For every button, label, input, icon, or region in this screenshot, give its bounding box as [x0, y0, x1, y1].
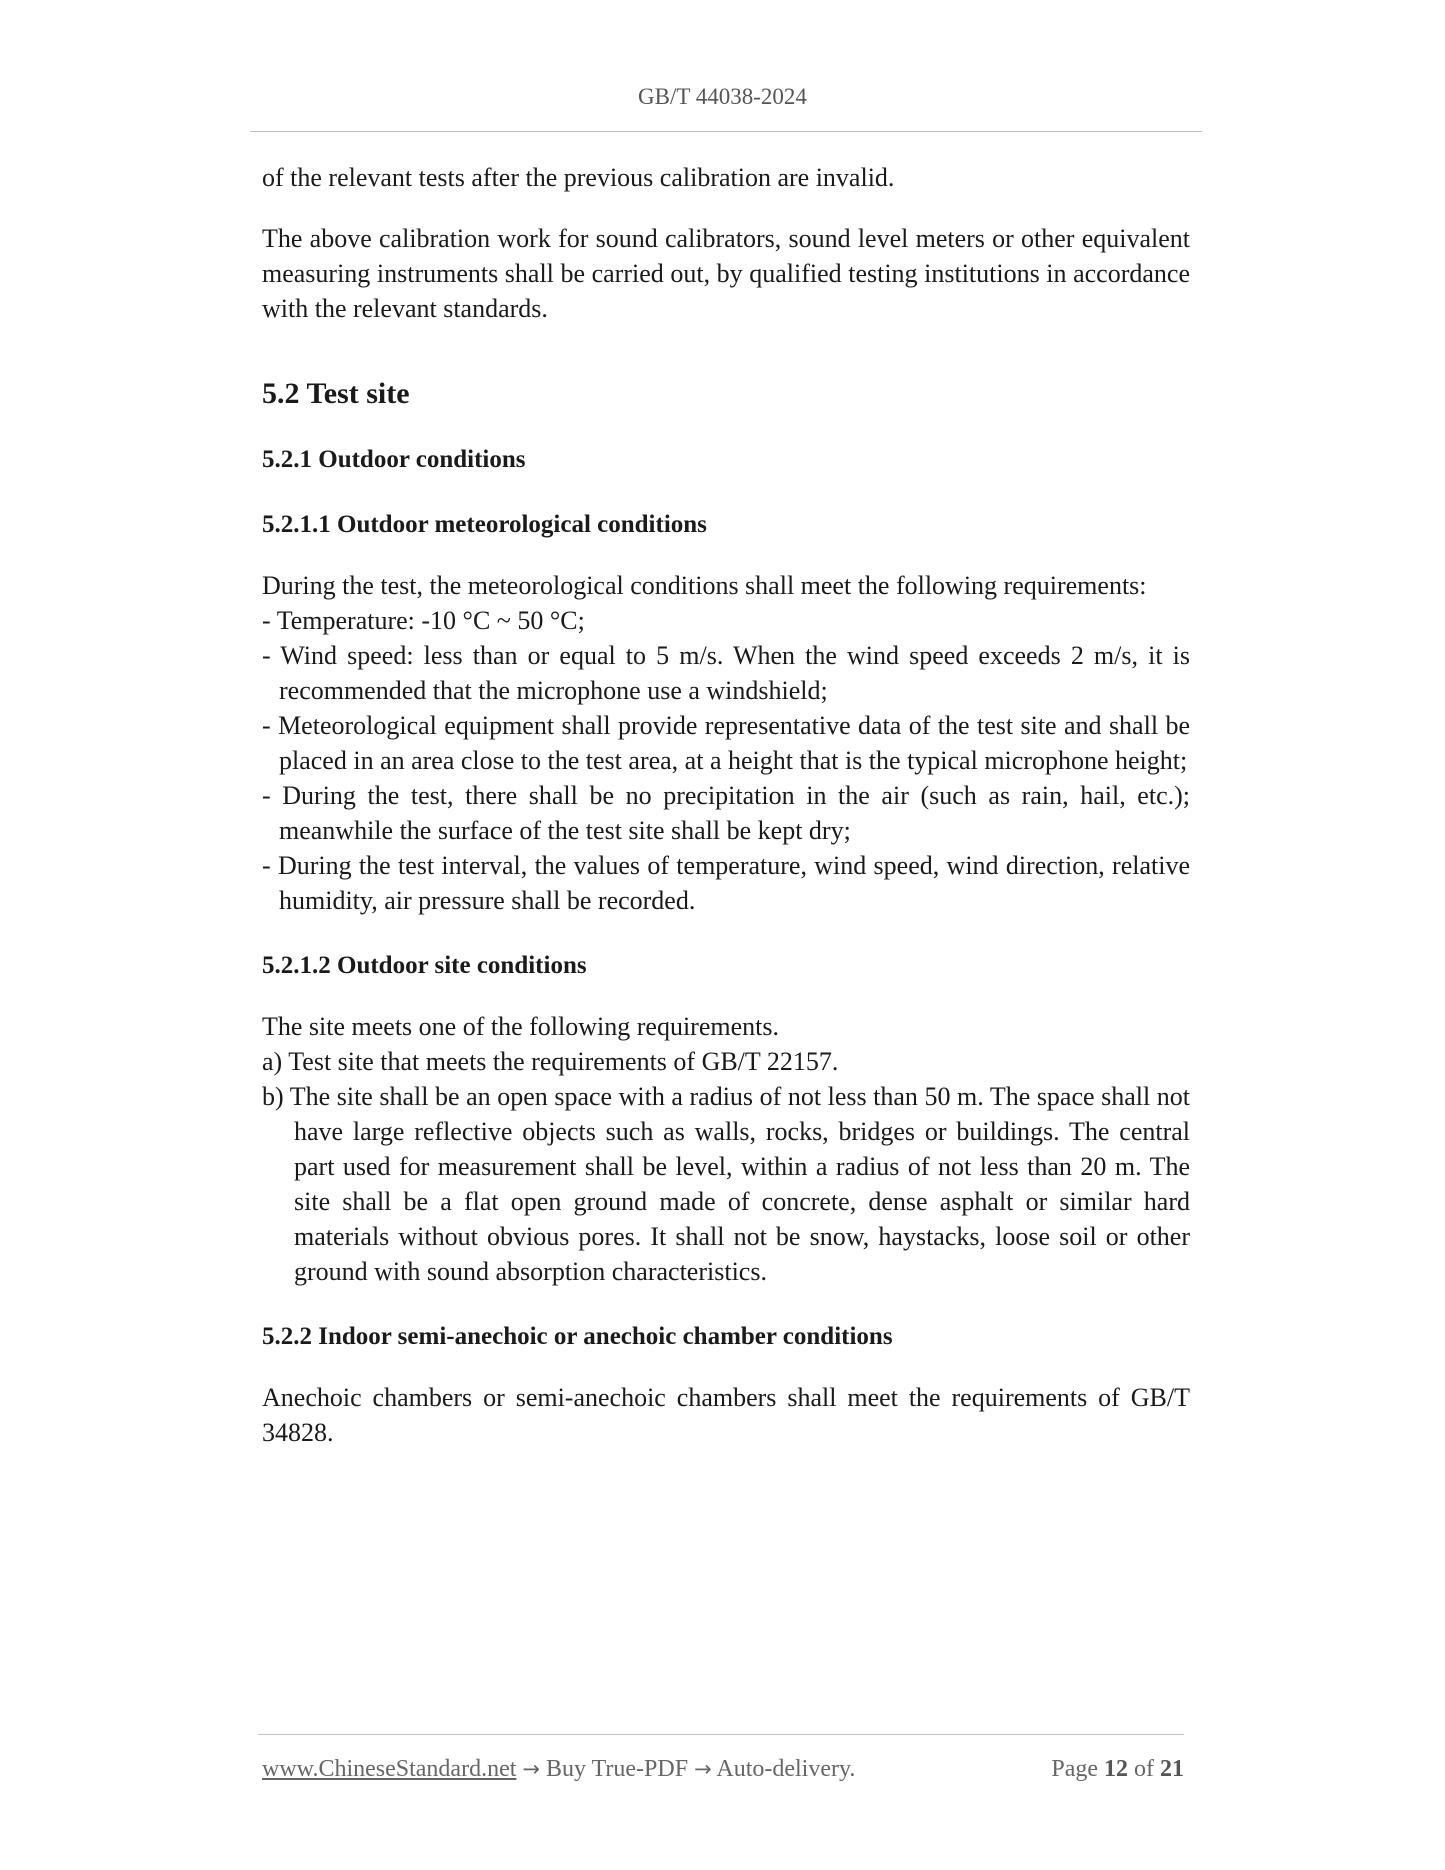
auto-delivery-text: Auto-delivery.	[716, 1756, 856, 1782]
page-number: 12	[1104, 1756, 1128, 1782]
list-item: - Temperature: -10 °C ~ 50 °C;	[262, 606, 585, 635]
list-item: - During the test, there shall be no precipitation in the air (such as rain, hail, etc.); meanwhile the surface of the test site shall be kept dry;	[262, 781, 1190, 845]
paragraph-site-intro: The site meets one of the following requirements.	[262, 1012, 779, 1041]
section-heading-5-2-1: 5.2.1 Outdoor conditions	[262, 446, 526, 473]
chinese-standard-link[interactable]: www.ChineseStandard.net	[262, 1756, 517, 1782]
page-total: 21	[1160, 1756, 1184, 1782]
section-heading-5-2-1-2: 5.2.1.2 Outdoor site conditions	[262, 952, 587, 979]
section-heading-5-2-2: 5.2.2 Indoor semi-anechoic or anechoic chamber conditions	[262, 1323, 893, 1350]
paragraph-met-intro: During the test, the meteorological conditions shall meet the following requirements:	[262, 571, 1147, 600]
of-word: of	[1134, 1756, 1154, 1782]
document-header-title: GB/T 44038-2024	[638, 84, 807, 109]
paragraph-continued: of the relevant tests after the previous calibration are invalid.	[262, 163, 895, 192]
paragraph-calibration: The above calibration work for sound calibrators, sound level meters or other equivalent measuring instruments shall be carried out, by qualified testing institutions in accordance with the relevant standards.	[262, 224, 1190, 323]
paragraph-chamber: Anechoic chambers or semi-anechoic chambers shall meet the requirements of GB/T 34828.	[262, 1383, 1190, 1447]
list-item: a) Test site that meets the requirements of GB/T 22157.	[262, 1047, 839, 1076]
buy-true-pdf-text: Buy True-PDF	[546, 1756, 689, 1782]
list-item: - Wind speed: less than or equal to 5 m/s. When the wind speed exceeds 2 m/s, it is recommended that the microphone use a windshield;	[262, 641, 1190, 705]
page-indicator	[1051, 1756, 1184, 1783]
list-item: b) The site shall be an open space with a radius of not less than 50 m. The space shall not have large reflective objects such as walls, rocks, bridges or buildings. The central part used for measurement shall be level, within a radius of not less than 20 m. The site shall be a flat open ground made of concrete, dense asphalt or similar hard materials without obvious pores. It shall not be snow, haystacks, loose soil or other ground with sound absorption characteristics.	[262, 1082, 1190, 1286]
page-footer	[262, 1756, 1184, 1783]
header-divider	[250, 131, 1202, 132]
footer-divider	[258, 1734, 1184, 1735]
list-item: - Meteorological equipment shall provide representative data of the test site and shall be placed in an area close to the test area, at a height that is the typical microphone height;	[262, 711, 1190, 775]
right-arrow-icon: →	[694, 1757, 712, 1781]
document-body	[262, 160, 1190, 1450]
list-item: - During the test interval, the values of temperature, wind speed, wind direction, relative humidity, air pressure shall be recorded.	[262, 851, 1190, 915]
section-heading-5-2: 5.2 Test site	[262, 377, 410, 410]
right-arrow-icon: →	[522, 1757, 540, 1781]
footer-promo	[262, 1756, 855, 1783]
section-heading-5-2-1-1: 5.2.1.1 Outdoor meteorological conditions	[262, 511, 707, 538]
page-word: Page	[1051, 1756, 1098, 1782]
